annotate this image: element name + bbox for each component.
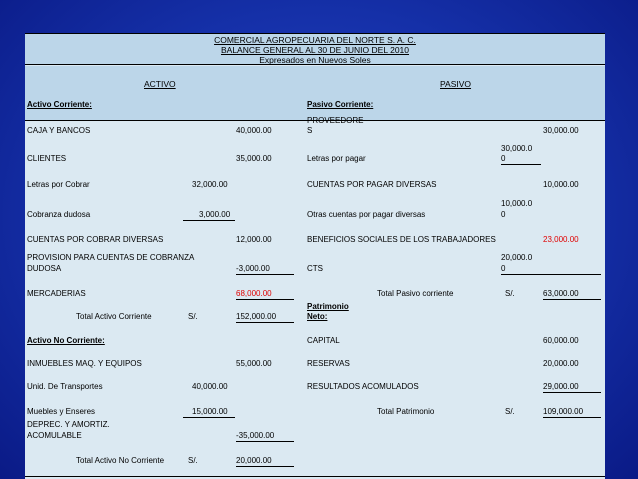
transportes-value: 40,000.00 [192, 382, 228, 391]
cuentas-pagar-value: 10,000.00 [543, 180, 579, 189]
clientes-value: 35,000.00 [236, 154, 272, 163]
provision-label-line2: DUDOSA [27, 264, 62, 273]
pasivo-column-header: PASIVO [440, 79, 472, 89]
provision-value: -3,000.00 [236, 264, 270, 273]
cuentas-cobrar-value: 12,000.00 [236, 235, 272, 244]
total-activo-corriente-label: Total Activo Corriente [76, 312, 152, 321]
total-patrimonio-label: Total Patrimonio [377, 407, 435, 416]
provision-label-line1: PROVISION PARA CUENTAS DE COBRANZA [27, 253, 195, 262]
total-patrimonio-value: 109,000.00 [543, 407, 584, 416]
letras-pagar-value-line2: 0 [501, 154, 506, 163]
total-activo-no-corriente-label: Total Activo No Corriente [76, 456, 165, 465]
deprec-label-line2: ACOMULABLE [27, 431, 82, 440]
clientes-label: CLIENTES [27, 154, 67, 163]
underline-rule [25, 476, 605, 477]
total-patrimonio-currency: S/. [505, 407, 515, 416]
report-header [25, 33, 605, 65]
total-pasivo-label: Total Pasivo corriente [377, 289, 454, 298]
underline-rule [501, 274, 601, 275]
underline-rule [236, 299, 294, 300]
mercaderias-label: MERCADERIAS [27, 289, 86, 298]
proveedores-label-line1: PROVEEDORE [307, 116, 364, 125]
reservas-label: RESERVAS [307, 359, 350, 368]
total-activo-no-corriente-value: 20,000.00 [236, 456, 272, 465]
underline-rule [236, 466, 294, 467]
patrimonio-title-line1: Patrimonio [307, 302, 349, 311]
beneficios-label: BENEFICIOS SOCIALES DE LOS TRABAJADORES [307, 235, 496, 244]
report-subtitle: Expresados en Nuevos Soles [259, 55, 371, 65]
activo-no-corriente-title: Activo No Corriente: [27, 336, 105, 345]
underline-rule [236, 274, 294, 275]
underline-rule [543, 417, 601, 418]
inmuebles-label: INMUEBLES MAQ. Y EQUIPOS [27, 359, 142, 368]
cuentas-pagar-label: CUENTAS POR PAGAR DIVERSAS [307, 180, 437, 189]
pasivo-corriente-title: Pasivo Corriente: [307, 100, 374, 109]
resultados-value: 29,000.00 [543, 382, 579, 391]
cobranza-value: 3,000.00 [199, 210, 231, 219]
underline-rule [543, 299, 601, 300]
cts-value-line2: 0 [501, 264, 506, 273]
deprec-value: -35,000.00 [236, 431, 275, 440]
resultados-label: RESULTADOS ACOMULADOS [307, 382, 419, 391]
muebles-value: 15,000.00 [192, 407, 228, 416]
column-header-band [25, 66, 605, 121]
otras-cuentas-value-line2: 0 [501, 210, 506, 219]
otras-cuentas-label: Otras cuentas por pagar diversas [307, 210, 426, 219]
proveedores-label-line2: S [307, 126, 313, 135]
letras-cobrar-label: Letras por Cobrar [27, 180, 90, 189]
total-pasivo-currency: S/. [505, 289, 515, 298]
letras-pagar-label: Letras por pagar [307, 154, 366, 163]
activo-corriente-title: Activo Corriente: [27, 100, 92, 109]
mercaderias-value: 68,000.00 [236, 289, 272, 298]
underline-rule [236, 441, 294, 442]
transportes-label: Unid. De Transportes [27, 382, 103, 391]
underline-rule [501, 164, 541, 165]
underline-rule [183, 220, 235, 221]
cuentas-cobrar-label: CUENTAS POR COBRAR DIVERSAS [27, 235, 164, 244]
report-title: BALANCE GENERAL AL 30 DE JUNIO DEL 2010 [220, 45, 410, 55]
deprec-label-line1: DEPREC. Y AMORTIZ. [27, 420, 110, 429]
inmuebles-value: 55,000.00 [236, 359, 272, 368]
balance-sheet [25, 33, 605, 479]
cts-label: CTS [307, 264, 323, 273]
letras-pagar-value-line1: 30,000.0 [501, 144, 533, 153]
caja-label: CAJA Y BANCOS [27, 126, 91, 135]
total-pasivo-value: 63,000.00 [543, 289, 579, 298]
otras-cuentas-value-line1: 10,000.0 [501, 199, 533, 208]
company-name: COMERCIAL AGROPECUARIA DEL NORTE S. A. C. [214, 35, 416, 45]
cobranza-label: Cobranza dudosa [27, 210, 91, 219]
total-activo-no-corriente-currency: S/. [188, 456, 198, 465]
underline-rule [183, 417, 235, 418]
beneficios-value: 23,000.00 [543, 235, 579, 244]
total-activo-corriente-currency: S/. [188, 312, 198, 321]
underline-rule [236, 322, 294, 323]
letras-cobrar-value: 32,000.00 [192, 180, 228, 189]
capital-label: CAPITAL [307, 336, 340, 345]
muebles-label: Muebles y Enseres [27, 407, 96, 416]
total-activo-corriente-value: 152,000.00 [236, 312, 277, 321]
underline-rule [543, 392, 601, 393]
reservas-value: 20,000.00 [543, 359, 579, 368]
caja-value: 40,000.00 [236, 126, 272, 135]
capital-value: 60,000.00 [543, 336, 579, 345]
patrimonio-title-line2: Neto: [307, 312, 328, 321]
activo-column-header: ACTIVO [144, 79, 176, 89]
cts-value-line1: 20,000.0 [501, 253, 533, 262]
proveedores-value: 30,000.00 [543, 126, 579, 135]
